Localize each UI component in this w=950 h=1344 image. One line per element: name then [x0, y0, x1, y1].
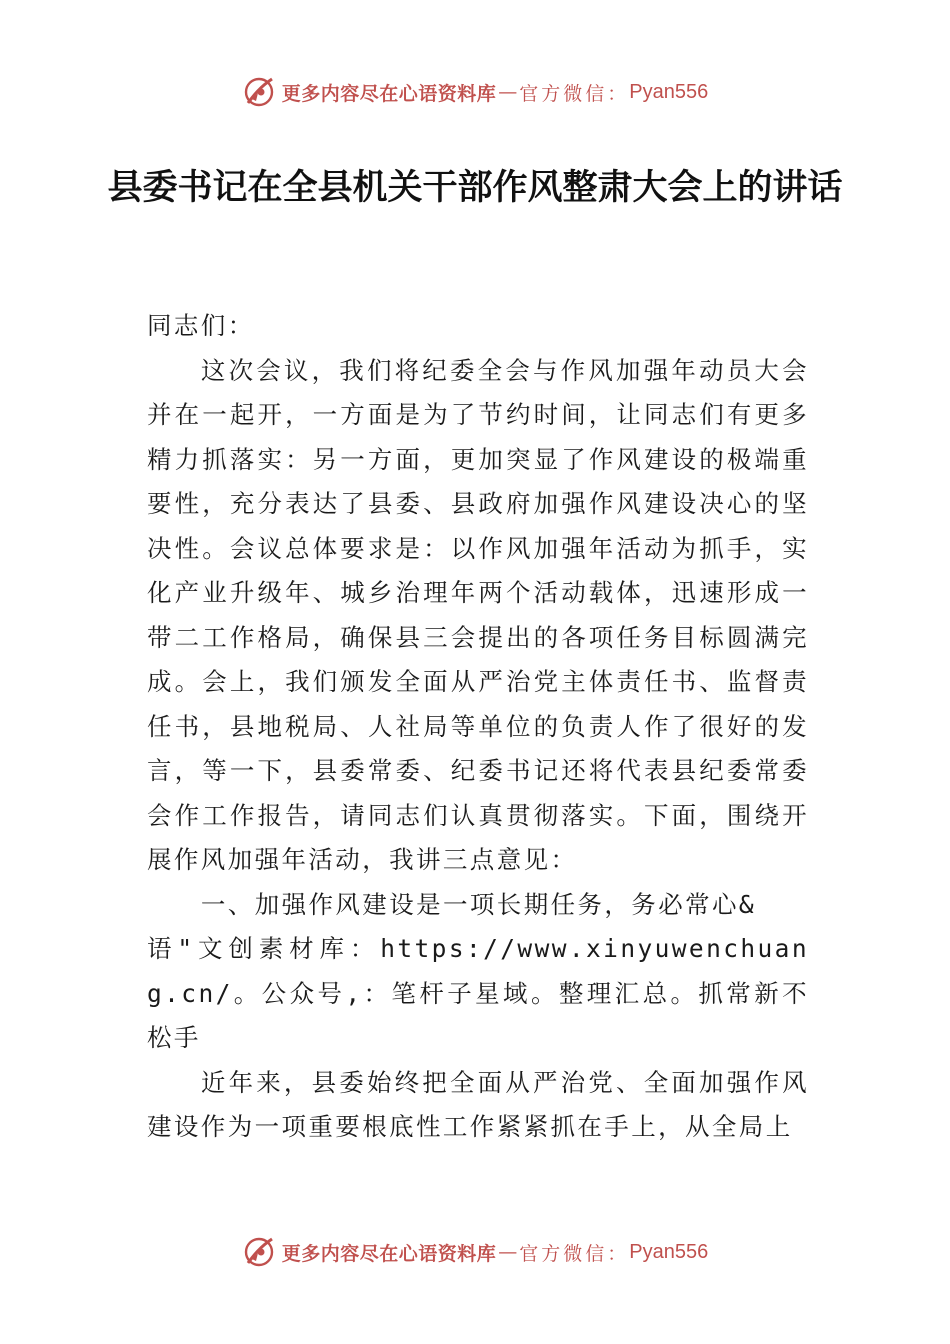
banner-wechat-id: Pyan556	[629, 80, 709, 103]
banner-wechat-id: Pyan556	[629, 1240, 709, 1263]
banner-wechat-label: 官方微信：	[519, 1242, 630, 1265]
footer-watermark-banner	[0, 1232, 950, 1272]
banner-separator: —	[498, 81, 518, 103]
paragraph: 近年来，县委始终把全面从严治党、全面加强作风建设作为一项重要根底性工作紧紧抓在手上，从全局上	[147, 1067, 809, 1141]
document-title: 县委书记在全县机关干部作风整肃大会上的讲话	[107, 168, 843, 208]
banner-wechat-label: 官方微信：	[519, 82, 630, 105]
quill-seal-icon	[242, 75, 276, 109]
paragraph: 语"文创素材库：https://www.xinyuwenchuang.cn/。公众号,：笔杆子星域。整理汇总。抓常新不松手	[147, 934, 809, 1052]
banner-brand-text: 更多内容尽在心语资料库	[281, 1242, 497, 1265]
quill-seal-icon	[242, 1235, 276, 1269]
salutation: 同志们：	[147, 311, 255, 340]
banner-separator: —	[498, 1241, 518, 1263]
paragraph: 这次会议，我们将纪委全会与作风加强年动员大会并在一起开，一方面是为了节约时间，让同志们有更多精力抓落实：另一方面，更加突显了作风建设的极端重要性，充分表达了县委、县政府加强作风建设决心的坚决性。会议总体要求是：以作风加强年活动为抓手，实化产业升级年、城乡治理年两个活动载体，迅速形成一带二工作格局，确保县三会提出的各项任务目标圆满完成。会上，我们颁发全面从严治党主体责任书、监督责任书，县地税局、人社局等单位的负责人作了很好的发言，等一下，县委常委、纪委书记还将代表县纪委常委会作工作报告，请同志们认真贯彻落实。下面，围绕开展作风加强年活动，我讲三点意见：	[147, 355, 809, 874]
header-watermark-banner	[0, 72, 950, 112]
banner-brand-text: 更多内容尽在心语资料库	[281, 82, 497, 105]
section-heading: 一、加强作风建设是一项长期任务，务必常心&	[200, 889, 757, 919]
document-body	[147, 304, 809, 1150]
